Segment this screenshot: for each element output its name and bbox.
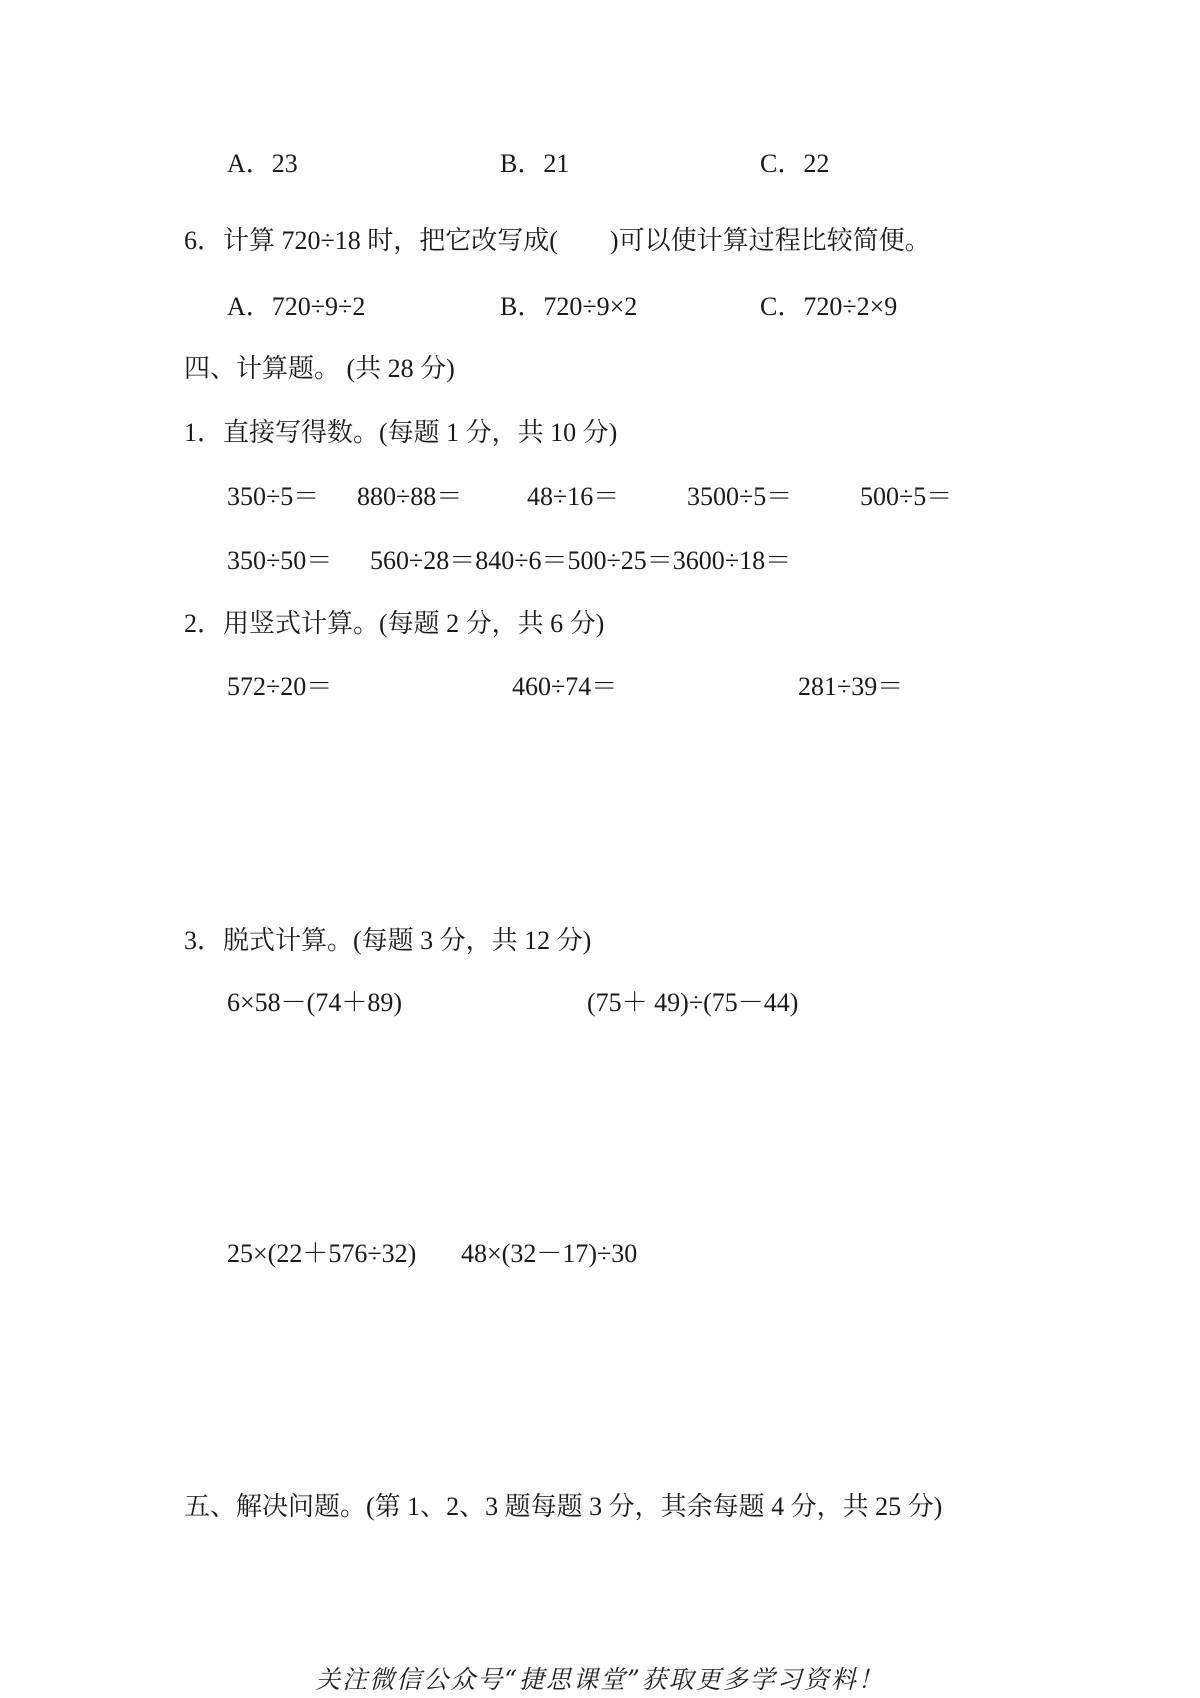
q5-option-a: A．23	[227, 149, 298, 178]
q5-option-b: B．21	[500, 149, 570, 178]
part2-title: 2．用竖式计算。(每题 2 分，共 6 分)	[184, 609, 605, 638]
vertical-calc-item: 572÷20＝	[227, 672, 333, 701]
part1-title: 1．直接写得数。(每题 1 分，共 10 分)	[184, 418, 618, 447]
stepwise-calc-item: 25×(22＋576÷32)	[227, 1239, 417, 1268]
vertical-calc-item: 460÷74＝	[512, 672, 618, 701]
vertical-calc-item: 281÷39＝	[798, 672, 904, 701]
stepwise-calc-item: (75＋ 49)÷(75－44)	[587, 988, 799, 1017]
section4-heading: 四、计算题。 (共 28 分)	[184, 354, 455, 383]
mental-calc-item: 880÷88＝	[357, 482, 463, 511]
mental-calc-item: 350÷5＝	[227, 482, 320, 511]
q6-option-a: A．720÷9÷2	[227, 292, 366, 321]
section5-heading: 五、解决问题。(第 1、2、3 题每题 3 分，其余每题 4 分，共 25 分)	[184, 1492, 943, 1521]
mental-calc-item: 350÷50＝	[227, 546, 333, 575]
footer-promo: 关注微信公众号“捷思课堂”获取更多学习资料！	[315, 1665, 885, 1694]
mental-calc-item: 3500÷5＝	[687, 482, 793, 511]
part3-title: 3．脱式计算。(每题 3 分，共 12 分)	[184, 926, 592, 955]
q5-option-c: C．22	[760, 149, 830, 178]
q6-option-c: C．720÷2×9	[760, 292, 898, 321]
q6-stem: 6．计算 720÷18 时，把它改写成( )可以使计算过程比较简便。	[184, 226, 931, 255]
mental-calc-item: 500÷5＝	[860, 482, 953, 511]
mental-calc-item: 48÷16＝	[527, 482, 620, 511]
stepwise-calc-item: 48×(32－17)÷30	[461, 1239, 638, 1268]
stepwise-calc-item: 6×58－(74＋89)	[227, 988, 402, 1017]
q6-option-b: B．720÷9×2	[500, 292, 638, 321]
mental-calc-item: 560÷28＝840÷6＝500÷25＝3600÷18＝	[370, 546, 792, 575]
